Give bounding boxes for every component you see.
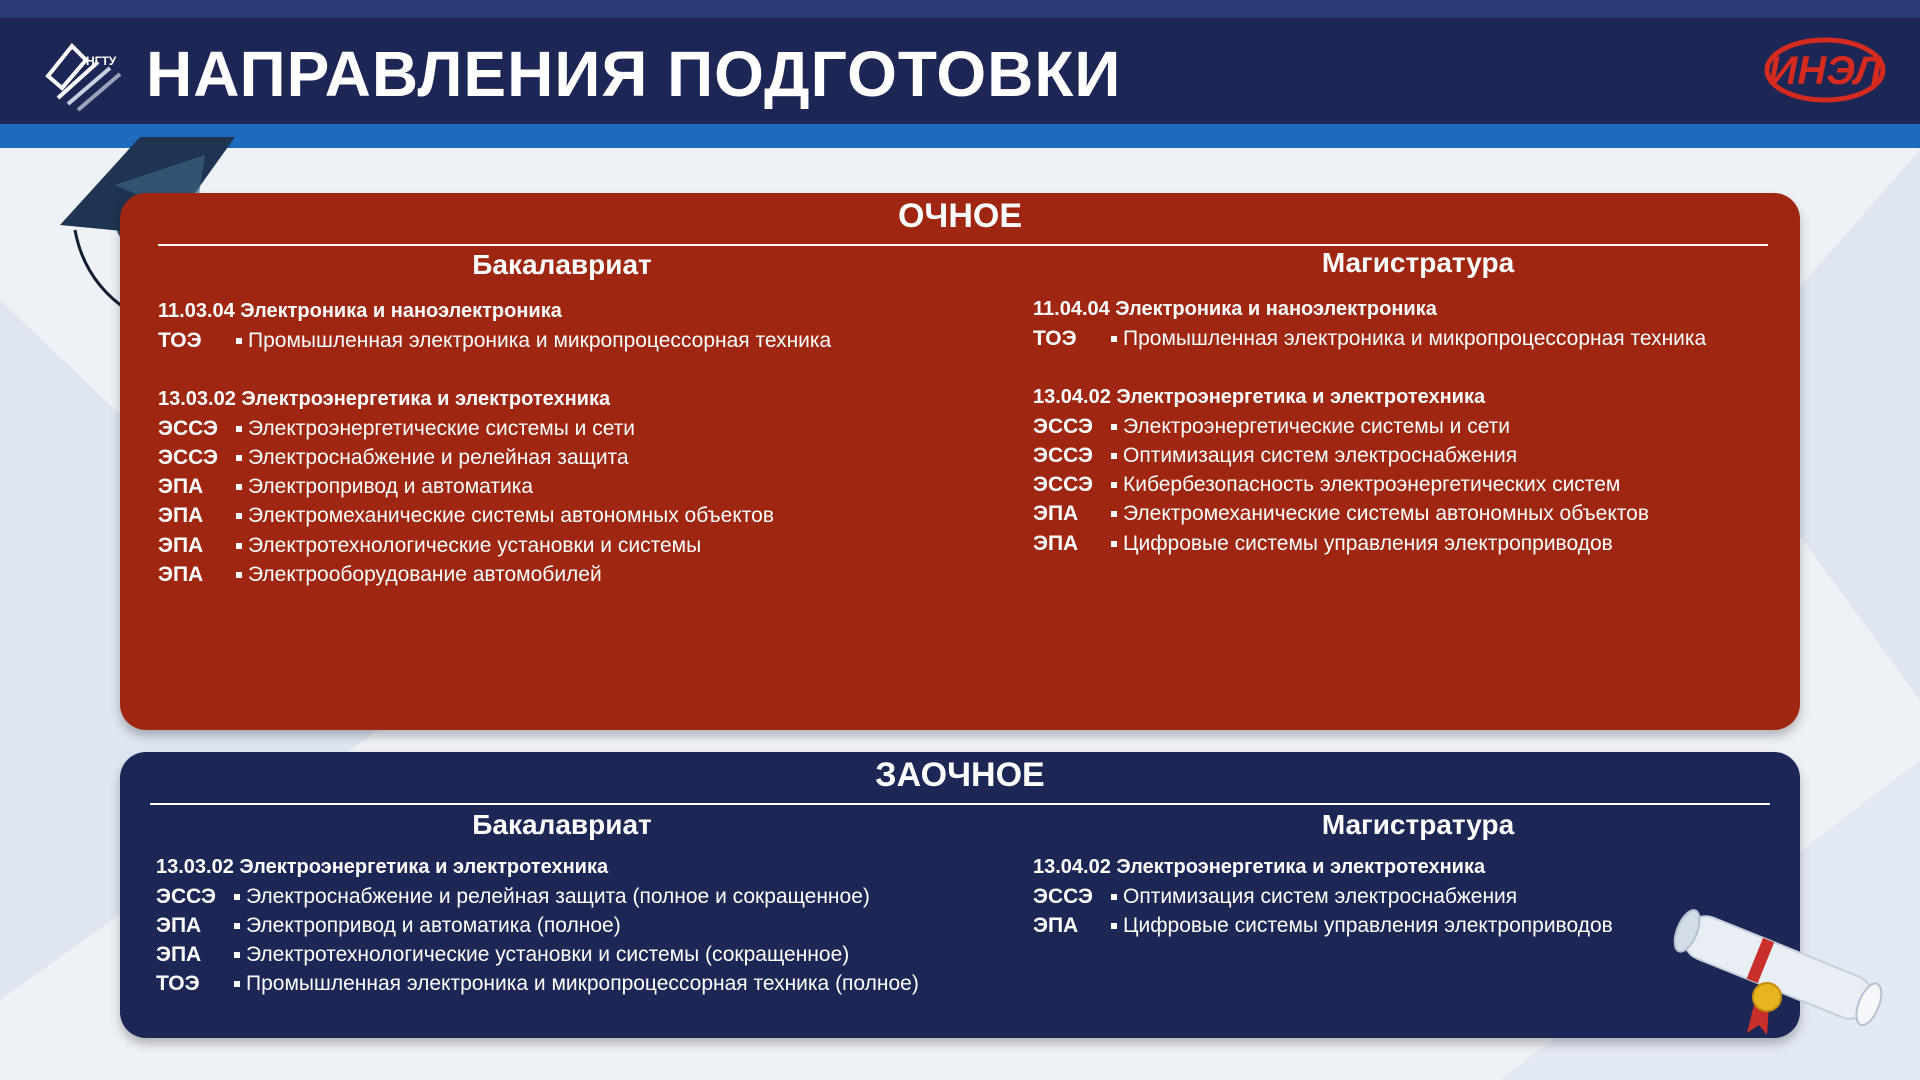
program-heading: 13.03.02 Электроэнергетика и электротехника <box>156 856 609 878</box>
part-time-panel <box>120 752 1800 1038</box>
program-code: ЭССЭ <box>1033 885 1093 908</box>
program-code: ТОЭ <box>1033 327 1077 350</box>
bullet-icon <box>1111 424 1117 430</box>
bullet-icon <box>1111 453 1117 459</box>
full-time-divider <box>158 244 1768 246</box>
list-item <box>156 941 936 969</box>
bullet-icon <box>236 513 242 519</box>
header-blue-stripe <box>0 124 1920 148</box>
list-item <box>158 444 918 472</box>
program-code: ЭССЭ <box>1033 415 1093 438</box>
bullet-icon <box>236 484 242 490</box>
program-code: ЭПА <box>1033 914 1079 937</box>
diploma-scroll-icon <box>1655 905 1895 1045</box>
part-time-title: ЗАОЧНОЕ <box>875 756 1045 794</box>
header-top-stripe <box>0 0 1920 18</box>
bullet-icon <box>234 894 240 900</box>
list-item <box>1033 530 1773 558</box>
program-code: ТОЭ <box>158 329 202 352</box>
bullet-icon <box>234 952 240 958</box>
program-code: ТОЭ <box>156 972 200 995</box>
program-name: Оптимизация систем электроснабжения <box>1123 885 1518 908</box>
program-heading: 11.03.04 Электроника и наноэлектроника <box>158 300 562 322</box>
program-name: Промышленная электроника и микропроцессорная техника (полное) <box>246 972 919 995</box>
bullet-icon <box>236 338 242 344</box>
program-name: Электромеханические системы автономных объектов <box>1123 502 1649 525</box>
list-item <box>158 473 918 501</box>
list-item <box>158 415 918 443</box>
list-item <box>1033 471 1773 499</box>
inel-logo-text: ИНЭЛ <box>1768 49 1882 93</box>
program-name: Электротехнологические установки и системы <box>248 534 702 557</box>
bullet-icon <box>236 543 242 549</box>
program-code: ЭССЭ <box>1033 473 1093 496</box>
program-code: ЭПА <box>1033 502 1079 525</box>
page-title: НАПРАВЛЕНИЯ ПОДГОТОВКИ <box>146 38 1122 110</box>
list-item <box>1033 442 1773 470</box>
full-time-master-title: Магистратура <box>1321 247 1515 278</box>
program-code: ЭПА <box>158 475 204 498</box>
part-time-bachelor-title: Бакалавриат <box>472 809 652 840</box>
list-item <box>1033 912 1633 940</box>
program-code: ЭПА <box>158 563 204 586</box>
program-code: ЭССЭ <box>156 885 216 908</box>
program-name: Электроэнергетические системы и сети <box>248 417 636 440</box>
program-name: Электроснабжение и релейная защита <box>248 446 629 469</box>
program-heading: 13.04.02 Электроэнергетика и электротехника <box>1033 386 1486 408</box>
program-name: Электроснабжение и релейная защита (полное и сокращенное) <box>246 885 870 908</box>
inel-logo-icon <box>1764 36 1886 104</box>
full-time-bachelor-title: Бакалавриат <box>472 249 652 280</box>
program-name: Промышленная электроника и микропроцессорная техника <box>248 329 832 352</box>
bullet-icon <box>1111 511 1117 517</box>
list-item <box>158 327 918 355</box>
bullet-icon <box>236 572 242 578</box>
list-item <box>1033 500 1773 528</box>
program-code: ЭПА <box>158 534 204 557</box>
full-time-title: ОЧНОЕ <box>897 197 1022 235</box>
program-name: Электромеханические системы автономных объектов <box>248 504 774 527</box>
part-time-master-title: Магистратура <box>1321 809 1515 840</box>
list-item <box>156 883 936 911</box>
program-code: ЭССЭ <box>1033 444 1093 467</box>
bullet-icon <box>1111 336 1117 342</box>
ngtu-logo-icon <box>38 38 122 112</box>
program-name: Цифровые системы управления электроприводов <box>1123 914 1613 937</box>
list-item <box>156 970 936 998</box>
program-code: ЭПА <box>156 943 202 966</box>
list-item <box>156 912 936 940</box>
list-item <box>1033 413 1773 441</box>
program-heading: 13.04.02 Электроэнергетика и электротехника <box>1033 856 1486 878</box>
list-item <box>1033 883 1633 911</box>
program-name: Электроэнергетические системы и сети <box>1123 415 1511 438</box>
program-name: Электрооборудование автомобилей <box>248 563 602 586</box>
list-item <box>1033 325 1773 353</box>
program-code: ЭССЭ <box>158 417 218 440</box>
program-code: ЭПА <box>158 504 204 527</box>
program-name: Электротехнологические установки и системы (сокращенное) <box>246 943 850 966</box>
program-name: Промышленная электроника и микропроцессорная техника <box>1123 327 1707 350</box>
bullet-icon <box>1111 923 1117 929</box>
program-code: ЭПА <box>156 914 202 937</box>
list-item <box>158 502 918 530</box>
bullet-icon <box>1111 541 1117 547</box>
bullet-icon <box>236 455 242 461</box>
bullet-icon <box>234 923 240 929</box>
program-name: Оптимизация систем электроснабжения <box>1123 444 1518 467</box>
bullet-icon <box>1111 894 1117 900</box>
program-code: ЭССЭ <box>158 446 218 469</box>
program-heading: 13.03.02 Электроэнергетика и электротехника <box>158 388 611 410</box>
program-name: Электропривод и автоматика (полное) <box>246 914 621 937</box>
program-code: ЭПА <box>1033 532 1079 555</box>
program-name: Цифровые системы управления электроприводов <box>1123 532 1613 555</box>
full-time-panel <box>120 193 1800 730</box>
bullet-icon <box>234 981 240 987</box>
ngtu-logo-text: НГТУ <box>86 54 117 68</box>
program-name: Кибербезопасность электроэнергетических систем <box>1123 473 1621 496</box>
bullet-icon <box>236 426 242 432</box>
bullet-icon <box>1111 482 1117 488</box>
list-item <box>158 561 918 589</box>
list-item <box>158 532 918 560</box>
program-name: Электропривод и автоматика <box>248 475 534 498</box>
part-time-divider <box>150 803 1770 805</box>
program-heading: 11.04.04 Электроника и наноэлектроника <box>1033 298 1437 320</box>
